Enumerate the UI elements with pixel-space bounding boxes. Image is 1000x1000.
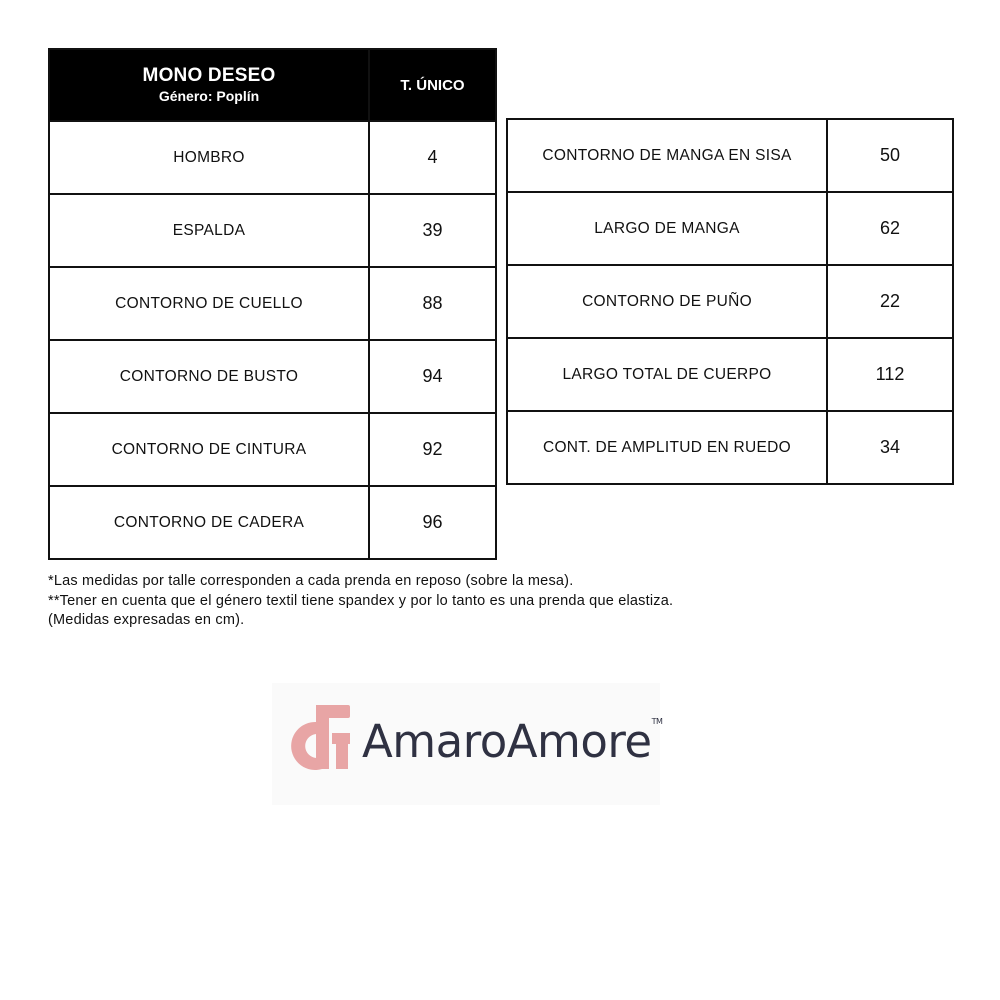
table-row [507, 192, 953, 265]
measurement-value: 50 [827, 119, 953, 192]
measurement-value: 94 [369, 340, 496, 413]
product-header [49, 49, 369, 121]
size-notes [48, 572, 673, 631]
measurements-table-left [48, 48, 497, 560]
measurement-label: CONT. DE AMPLITUD EN RUEDO [507, 411, 827, 484]
measurement-value: 34 [827, 411, 953, 484]
table-row [49, 121, 496, 194]
measurement-label: CONTORNO DE CUELLO [49, 267, 369, 340]
measurement-label: CONTORNO DE MANGA EN SISA [507, 119, 827, 192]
table-row [49, 267, 496, 340]
size-header: T. ÚNICO [369, 49, 496, 121]
table-row [49, 486, 496, 559]
brand-name [362, 715, 662, 768]
measurement-value: 88 [369, 267, 496, 340]
measurement-value: 22 [827, 265, 953, 338]
measurement-label: LARGO TOTAL DE CUERPO [507, 338, 827, 411]
measurement-label: CONTORNO DE CINTURA [49, 413, 369, 486]
table-row [507, 265, 953, 338]
brand-mark-icon [286, 703, 352, 771]
product-name: MONO DESEO [142, 65, 276, 86]
measurement-value: 92 [369, 413, 496, 486]
table-row [507, 119, 953, 192]
note-line: *Las medidas por talle corresponden a cada prenda en reposo (sobre la mesa). [48, 573, 574, 589]
measurement-value: 62 [827, 192, 953, 265]
measurement-label: LARGO DE MANGA [507, 192, 827, 265]
note-line: (Medidas expresadas en cm). [48, 612, 245, 628]
measurement-label: CONTORNO DE CADERA [49, 486, 369, 559]
fabric-label: Género: Poplín [158, 88, 260, 104]
brand-name-text: AmaroAmore [362, 715, 652, 768]
table-header [49, 49, 496, 121]
table-row [49, 413, 496, 486]
measurement-label: HOMBRO [49, 121, 369, 194]
measurement-value: 4 [369, 121, 496, 194]
note-line: **Tener en cuenta que el género textil tiene spandex y por lo tanto es una prenda que elastiza. [48, 592, 674, 609]
measurement-value: 112 [827, 338, 953, 411]
trademark-symbol: TM [651, 717, 663, 726]
measurement-value: 96 [369, 486, 496, 559]
measurement-label: CONTORNO DE BUSTO [49, 340, 369, 413]
measurement-label: CONTORNO DE PUÑO [507, 265, 827, 338]
table-row [49, 194, 496, 267]
measurements-table-right [506, 118, 954, 485]
table-row [49, 340, 496, 413]
table-row [507, 411, 953, 484]
measurement-label: ESPALDA [49, 194, 369, 267]
measurement-value: 39 [369, 194, 496, 267]
brand-logo [272, 683, 663, 805]
table-row [507, 338, 953, 411]
